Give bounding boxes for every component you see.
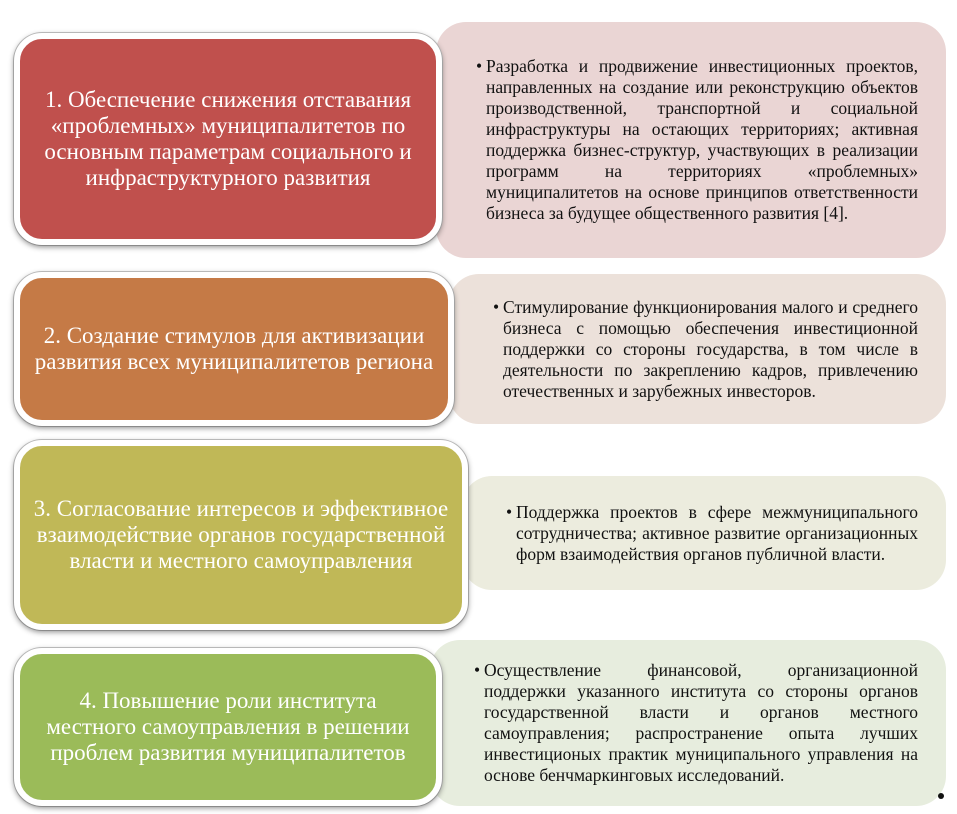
description-text-2: • Стимулирование функционирования малого и среднего бизнеса с помощью обеспечения инвестиционной поддержки со стороны государства, в том числе в деятельности по закреплению кадров, привлечению отечественных и зарубежных инвесторов. [493, 296, 918, 401]
goal-box-4 [14, 648, 442, 806]
description-panel-4 [430, 640, 946, 806]
bullet-1: • [476, 56, 483, 76]
description-text-3: • Поддержка проектов в сфере межмуниципального сотрудничества; активное развитие организационных форм взаимодействия органов публичной власти. [506, 501, 918, 564]
goal-title-4: 4. Повышение роли института местного самоуправления в решении проблем развития муниципалитетов [46, 688, 410, 765]
description-panel-2 [449, 274, 946, 424]
goal-box-3 [14, 440, 468, 630]
bullet-3: • [506, 501, 513, 522]
description-text-1: • Разработка и продвижение инвестиционных проектов, направленных на создание или реконструкцию объектов производственной, транспортной и социальной инфраструктуры на остающих территориях; активная поддержка бизнес-структур, участвующих в реализации программ на территориях «проблемных» муниципалитетов на основе принципов ответственности бизнеса за будущее общественного развития [4]. [476, 56, 918, 223]
description-panel-3 [462, 476, 946, 590]
goal-box-2 [14, 272, 454, 426]
stray-dot [938, 793, 944, 799]
goal-box-1 [14, 33, 442, 245]
description-text-4: • Осуществление финансовой, организационной поддержки указанного института со стороны органов государственной власти и органов местного самоуправления; распространение опыта лучших инвестиционых практик муниципального управления на основе бенчмаркинговых исследований. [474, 660, 918, 785]
bullet-2: • [493, 296, 500, 317]
description-panel-1 [436, 22, 946, 258]
bullet-4: • [474, 660, 481, 680]
goal-title-3: 3. Согласование интересов и эффективное взаимодействие органов государственной власти и местного самоуправления [33, 496, 449, 573]
goal-title-1: 1. Обеспечение снижения отставания «проблемных» муниципалитетов по основным параметрам социального и инфраструктурного развития [44, 87, 412, 190]
goal-title-2: 2. Создание стимулов для активизации развития всех муниципалитетов региона [34, 323, 434, 374]
